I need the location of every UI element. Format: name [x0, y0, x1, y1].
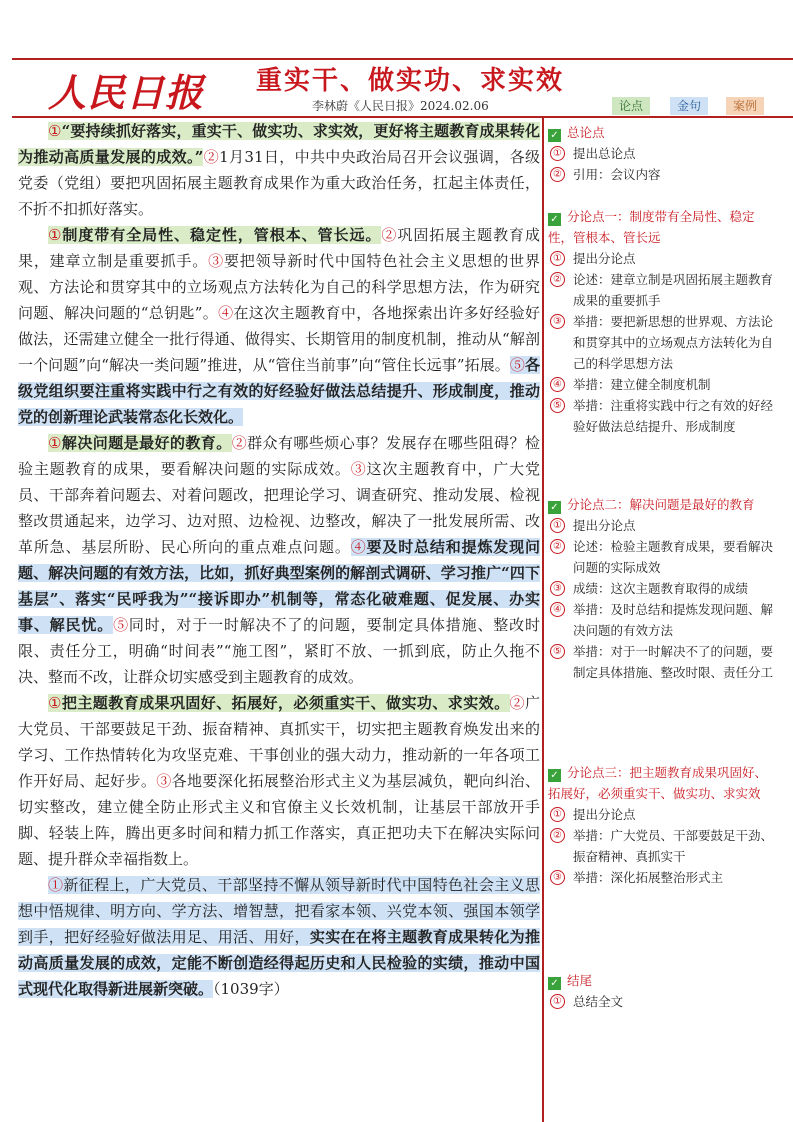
- paragraph-2: [18, 222, 540, 430]
- newspaper-logo: 人民日报: [48, 70, 205, 115]
- outline-item-text: 举措：建立健全制度机制: [573, 377, 711, 392]
- outline-item-number: ②: [550, 539, 565, 554]
- sentence: 这次主题教育中，广大党员、干部奔着问题去、对着问题改，把理论学习、调查研究、推动发展、检视整改贯通起来，边学习、边对照、边检视、边整改，解决了一批发展所需、改革所急、基层所盼、民心所向的重点难点问题。: [18, 460, 540, 556]
- outline-item-number: ④: [550, 602, 565, 617]
- word-count: （1039字）: [213, 980, 289, 998]
- paragraph-4: [18, 690, 540, 872]
- sentence: 新征程上，广大党员、干部坚持不懈从领导新时代中国特色社会主义思想中悟规律、明方向、学方法、增智慧，把看家本领、兴党本领、强国本领学到手，把好经验好做法用足、用活、用好，: [18, 876, 540, 946]
- article-byline: 李林蔚《人民日报》2024.02.06: [312, 99, 489, 113]
- outline-item: [548, 374, 776, 395]
- column-divider: [542, 118, 544, 1122]
- outline-item-text: 成绩：这次主题教育取得的成绩: [573, 581, 749, 596]
- outline-item-number: ②: [550, 272, 565, 287]
- outline-item-text: 论述：建章立制是巩固拓展主题教育成果的重要抓手: [573, 272, 774, 308]
- article-title: 重实干、做实功、求实效: [256, 66, 565, 96]
- outline-heading: 分论点三：把主题教育成果巩固好、拓展好，必须重实干、做实功、求实效: [548, 765, 768, 801]
- outline-item: [548, 143, 776, 164]
- outline-item-number: ①: [550, 994, 565, 1009]
- outline-item-number: ①: [550, 251, 565, 266]
- sentence-number: ④: [350, 538, 367, 556]
- sentence: “要持续抓好落实，重实干、做实功、求实效，更好将主题教育成果转化为推动高质量发展的成效。”: [18, 122, 540, 166]
- outline-item-number: ③: [550, 870, 565, 885]
- outline-item-number: ④: [550, 377, 565, 392]
- outline-item-text: 举措：广大党员、干部要鼓足干劲、振奋精神、真抓实干: [573, 828, 774, 864]
- sentence-number: ①: [48, 694, 62, 712]
- checkbox-icon: ✓: [548, 769, 561, 782]
- outline-item-number: ①: [550, 146, 565, 161]
- outline-item-text: 提出分论点: [573, 251, 636, 266]
- sentence: 1月31日，中共中央政治局召开会议强调，各级党委（党组）要把巩固拓展主题教育成果作为重大政治任务，扛起主体责任，不折不扣抓好落实。: [18, 148, 540, 218]
- sentence: 各级党组织要注重将实践中行之有效的好经验好做法总结提升、形成制度，推动党的创新理论武装常态化长效化。: [18, 356, 540, 426]
- outline-item-text: 举措：对于一时解决不了的问题，要制定具体措施、整改时限、责任分工: [573, 644, 774, 680]
- outline-item-text: 举措：注重将实践中行之有效的好经验好做法总结提升、形成制度: [573, 398, 774, 434]
- sentence-number: ③: [208, 252, 224, 270]
- sentence-number: ②: [231, 434, 248, 452]
- outline-item: [548, 867, 776, 888]
- outline-item-number: ②: [550, 167, 565, 182]
- sentence-number: ②: [203, 148, 220, 166]
- sentence: 在这次主题教育中，各地探索出许多好经验好做法，还需建立健全一批行得通、做得实、长期管用的制度机制，推动从“解剖一个问题”向“解决一类问题”推进，从“管住当前事”向“管住长远事”拓展。: [18, 304, 540, 374]
- sentence-number: ②: [381, 226, 398, 244]
- sentence: 各地要深化拓展整治形式主义为基层减负，靶向纠治、切实整改，建立健全防止形式主义和官僚主义长效机制，让基层干部放开手脚、轻装上阵，腾出更多时间和精力抓工作落实，真正把功夫下在解决实际问题、提升群众幸福指数上。: [18, 772, 540, 868]
- legend-tag-case: 案例: [726, 97, 764, 115]
- sentence: 制度带有全局性、稳定性，管根本、管长远。: [62, 226, 382, 244]
- outline-item-number: ②: [550, 828, 565, 843]
- outline-section-thesis: [548, 122, 776, 185]
- checkbox-icon: ✓: [548, 501, 561, 514]
- sentence: 要及时总结和提炼发现问题、解决问题的有效方法，比如，抓好典型案例的解剖式调研、学习推广“四下基层”、落实“民呼我为”“接诉即办”机制等，常态化破难题、促发展、办实事、解民忧。: [18, 538, 540, 634]
- outline-item-text: 论述：检验主题教育成果，要看解决问题的实际成效: [573, 539, 774, 575]
- legend-tag-quote: 金句: [670, 97, 708, 115]
- outline-item-text: 提出总论点: [573, 146, 636, 161]
- outline-item-number: ⑤: [550, 398, 565, 413]
- outline-item-text: 举措：要把新思想的世界观、方法论和贯穿其中的立场观点方法转化为自己的科学思想方法: [573, 314, 774, 371]
- outline-item-number: ①: [550, 518, 565, 533]
- sentence-number: ③: [156, 772, 172, 790]
- sentence-number: ①: [48, 876, 64, 894]
- outline-item-number: ①: [550, 807, 565, 822]
- outline-section-conclusion: [548, 970, 776, 1012]
- sentence: 把主题教育成果巩固好、拓展好，必须重实干、做实功、求实效。: [61, 694, 510, 712]
- outline-item-text: 提出分论点: [573, 518, 636, 533]
- sentence-number: ⑤: [509, 356, 525, 374]
- legend-tag-argument: 论点: [612, 97, 650, 115]
- outline-item: [548, 164, 776, 185]
- sentence-number: ⑤: [113, 616, 129, 634]
- outline-item-number: ③: [550, 581, 565, 596]
- sentence-number: ④: [218, 304, 234, 322]
- outline-item: [548, 248, 776, 269]
- outline-item-text: 引用：会议内容: [573, 167, 661, 182]
- sentence-number: ③: [350, 460, 367, 478]
- outline-item-text: 提出分论点: [573, 807, 636, 822]
- outline-item: [548, 991, 776, 1012]
- sentence-number: ①: [48, 434, 62, 452]
- outline-item: [548, 311, 776, 374]
- article-body: [18, 118, 540, 1002]
- sentence-number: ①: [48, 122, 62, 140]
- outline-item-number: ③: [550, 314, 565, 329]
- sentence: 要把领导新时代中国特色社会主义思想的世界观、方法论和贯穿其中的立场观点方法转化为自己的科学思想方法，作为研究问题、解决问题的“总钥匙”。: [18, 252, 540, 322]
- checkbox-icon: ✓: [548, 977, 561, 990]
- paragraph-5: [18, 872, 540, 1002]
- checkbox-icon: ✓: [548, 213, 561, 226]
- outline-item: [548, 578, 776, 599]
- sentence: 解决问题是最好的教育。: [61, 434, 232, 452]
- sentence: 群众有哪些烦心事？发展存在哪些阻碍？检验主题教育的成果，要看解决问题的实际成效。: [18, 434, 540, 478]
- paragraph-3: [18, 430, 540, 690]
- outline-item: [548, 641, 776, 683]
- outline-section-point-2: [548, 494, 776, 683]
- outline-item-number: ⑤: [550, 644, 565, 659]
- outline-heading: 结尾: [567, 973, 593, 988]
- paragraph-1: [18, 118, 540, 222]
- outline-item: [548, 825, 776, 867]
- outline-item-text: 举措：深化拓展整治形式主: [573, 870, 724, 885]
- outline-item: [548, 804, 776, 825]
- outline-heading: 分论点二：解决问题是最好的教育: [567, 497, 755, 512]
- checkbox-icon: ✓: [548, 129, 561, 142]
- outline-heading: 分论点一：制度带有全局性、稳定性，管根本、管长远: [548, 209, 755, 245]
- sentence: 实实在在将主题教育成果转化为推动高质量发展的成效，定能不断创造经得起历史和人民检验的实绩，推动中国式现代化取得新进展新突破。: [18, 928, 540, 998]
- outline-section-point-3: [548, 762, 776, 888]
- sentence: 广大党员、干部要鼓足干劲、振奋精神、真抓实干，切实把主题教育焕发出来的学习、工作热情转化为攻坚克难、干事创业的强大动力，推动新的一年各项工作开好局、起好步。: [18, 694, 540, 790]
- outline-item: [548, 395, 776, 437]
- sentence-number: ①: [48, 226, 63, 244]
- outline-item-text: 总结全文: [573, 994, 624, 1009]
- outline-heading: 总论点: [567, 125, 605, 140]
- sentence: 同时，对于一时解决不了的问题，要制定具体措施、整改时限、责任分工，明确“时间表”“施工图”，紧盯不放、一抓到底，防止久拖不决、整而不改，让群众切实感受到主题教育的成效。: [18, 616, 540, 686]
- outline-item: [548, 269, 776, 311]
- outline-item: [548, 515, 776, 536]
- outline-item: [548, 599, 776, 641]
- outline-section-point-1: [548, 206, 776, 437]
- sentence-number: ②: [509, 694, 525, 712]
- outline-item-text: 举措：及时总结和提炼发现问题、解决问题的有效方法: [573, 602, 774, 638]
- outline-item: [548, 536, 776, 578]
- sentence: 巩固拓展主题教育成果，建章立制是重要抓手。: [18, 226, 540, 270]
